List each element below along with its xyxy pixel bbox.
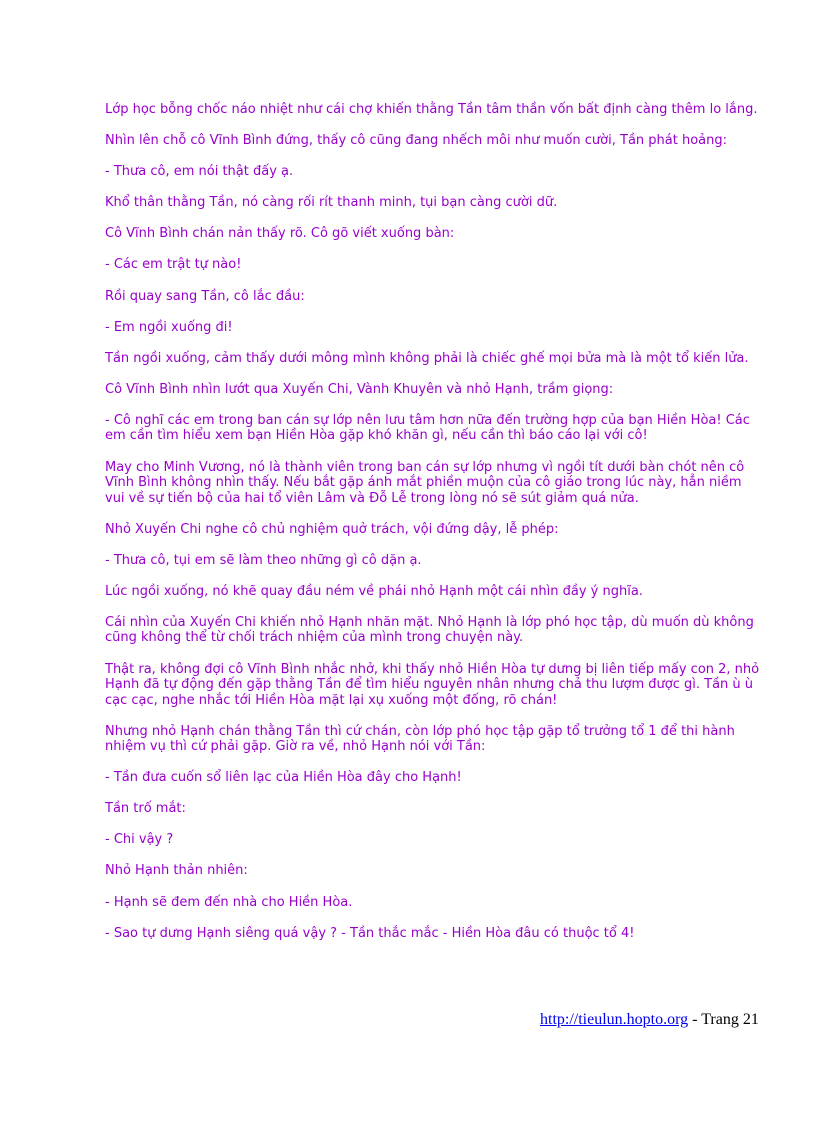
paragraph: Tần ngồi xuống, cảm thấy dưới mông mình không phải là chiếc ghế mọi bửa mà là một tổ kiến lửa. bbox=[105, 350, 749, 366]
paragraph: - Tần đưa cuốn sổ liên lạc của Hiền Hòa đây cho Hạnh! bbox=[105, 770, 462, 786]
paragraph: Nhìn lên chỗ cô Vĩnh Bình đứng, thấy cô cũng đang nhếch môi như muốn cười, Tần phát hoảng: bbox=[105, 133, 728, 149]
paragraph: - Sao tự dưng Hạnh siêng quá vậy ? - Tần thắc mắc - Hiền Hòa đâu có thuộc tổ 4! bbox=[105, 925, 635, 941]
page-number: Trang 21 bbox=[701, 1011, 759, 1028]
paragraph: Cô Vĩnh Bình nhìn lướt qua Xuyến Chi, Vành Khuyên và nhỏ Hạnh, trầm giọng: bbox=[105, 381, 614, 397]
footer-link[interactable]: http://tieulun.hopto.org bbox=[540, 1011, 689, 1028]
paragraph: - Thưa cô, tụi em sẽ làm theo những gì cô dặn ạ. bbox=[105, 552, 422, 568]
paragraph: - Hạnh sẽ đem đến nhà cho Hiền Hòa. bbox=[105, 894, 353, 910]
paragraph: - Cô nghĩ các em trong ban cán sự lớp nên lưu tâm hơn nữa đến trường hợp của bạn Hiền Hòa! Các em cần tìm hiểu xem bạn Hiền Hòa gặp khó khăn gì, nếu cần thì báo cáo lại với cô! bbox=[105, 412, 750, 444]
paragraph: Nhưng nhỏ Hạnh chán thằng Tần thì cứ chán, còn lớp phó học tập gặp tổ trưởng tổ 1 để thi hành nhiệm vụ thì cứ phải gặp. Giờ ra về, nhỏ Hạnh nói với Tần: bbox=[105, 723, 735, 755]
page-footer bbox=[540, 1011, 759, 1029]
paragraph: Tần trố mắt: bbox=[105, 801, 186, 817]
paragraph: May cho Minh Vương, nó là thành viên trong ban cán sự lớp nhưng vì ngồi tít dưới bàn chót nên cô Vĩnh Bình không nhìn thấy. Nếu bắt gặp ánh mắt phiền muộn của cô giáo trong lúc này, hẳn niềm vui về sự tiến bộ của hai tổ viên Lâm và Đỗ Lễ trong lòng nó sẽ sút giảm quá nửa. bbox=[105, 459, 745, 506]
paragraph: Nhỏ Xuyến Chi nghe cô chủ nghiệm quở trách, vội đứng dậy, lễ phép: bbox=[105, 521, 559, 537]
paragraph: Cô Vĩnh Bình chán nản thấy rõ. Cô gõ viết xuống bàn: bbox=[105, 226, 455, 242]
paragraph: Lúc ngồi xuống, nó khẽ quay đầu ném về phái nhỏ Hạnh một cái nhìn đầy ý nghĩa. bbox=[105, 583, 643, 599]
paragraph: - Em ngồi xuống đi! bbox=[105, 319, 233, 335]
paragraph: Khổ thân thằng Tần, nó càng rối rít thanh minh, tụi bạn càng cười dữ. bbox=[105, 195, 558, 211]
footer-separator: - bbox=[688, 1011, 702, 1028]
paragraph: - Các em trật tự nào! bbox=[105, 257, 242, 273]
paragraph: - Thưa cô, em nói thật đấy ạ. bbox=[105, 164, 294, 180]
paragraph: Rồi quay sang Tần, cô lắc đầu: bbox=[105, 288, 305, 304]
paragraph: Nhỏ Hạnh thản nhiên: bbox=[105, 863, 248, 879]
body-text bbox=[105, 102, 765, 957]
paragraph: Lớp học bỗng chốc náo nhiệt như cái chợ khiến thằng Tần tâm thần vốn bất định càng thêm lo lắng. bbox=[105, 102, 758, 117]
paragraph: Cái nhìn của Xuyến Chi khiến nhỏ Hạnh nhăn mặt. Nhỏ Hạnh là lớp phó học tập, dù muốn dù không cũng không thể từ chối trách nhiệm của mình trong chuyện này. bbox=[105, 614, 754, 646]
paragraph: Thật ra, không đợi cô Vĩnh Bình nhắc nhở, khi thấy nhỏ Hiền Hòa tự dưng bị liên tiếp mấy con 2, nhỏ Hạnh đã tự động đến gặp thằng Tần để tìm hiểu nguyên nhân nhưng chả thu lượm được gì. Tần ù ù cạc cạc, nghe nhắc tới Hiền Hòa mặt lại xụ xuống một đống, rõ chán! bbox=[105, 661, 760, 708]
paragraph: - Chi vậy ? bbox=[105, 832, 174, 848]
